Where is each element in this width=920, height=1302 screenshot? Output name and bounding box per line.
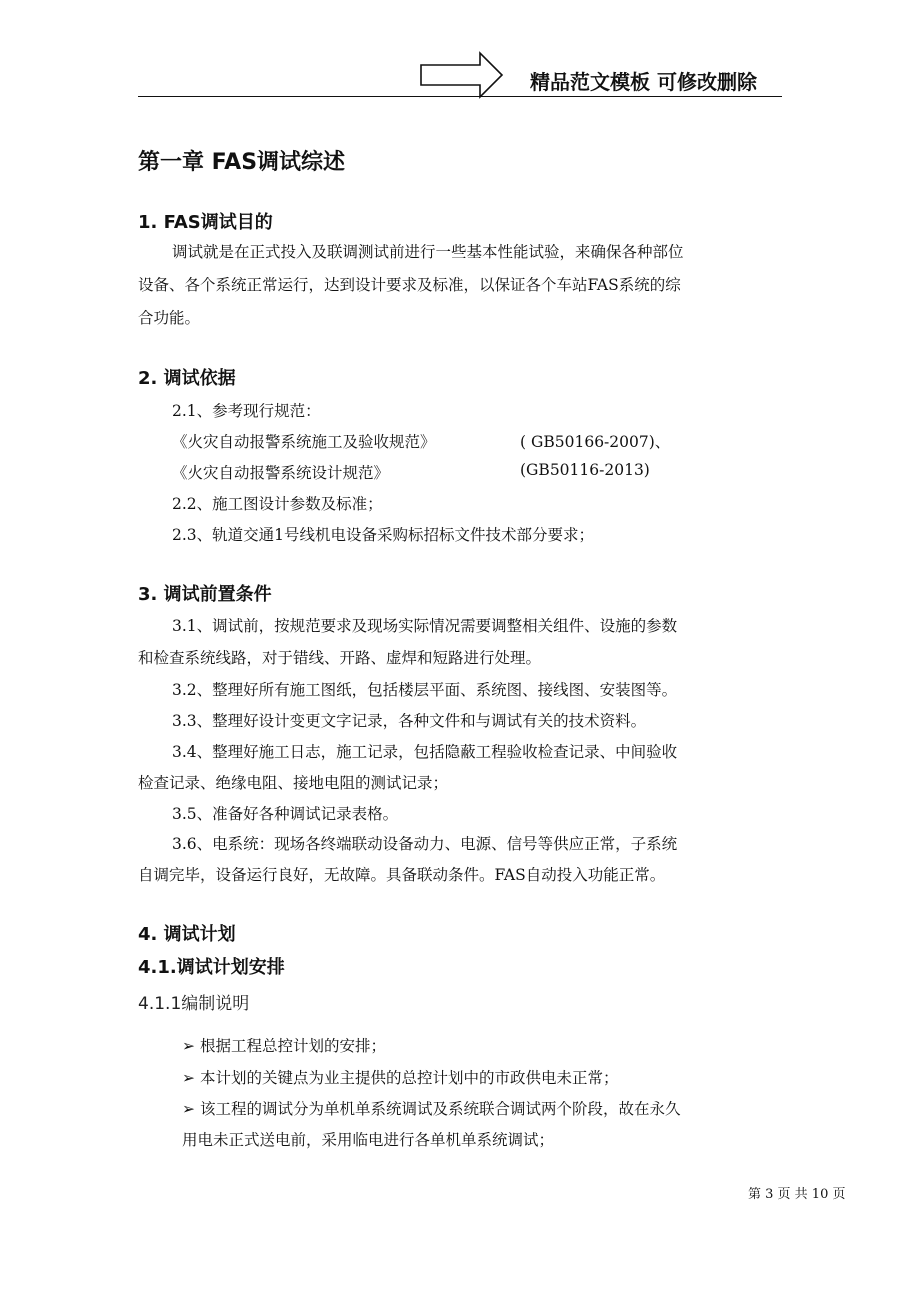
item-2-2: 2.2、施工图设计参数及标准； (172, 495, 383, 513)
arrowhead-bullet-icon: ➢ (182, 1100, 195, 1118)
section-4-1-1-title: 4.1.1编制说明 (138, 994, 250, 1014)
arrowhead-bullet-icon: ➢ (182, 1069, 195, 1087)
arrowhead-bullet-icon: ➢ (182, 1037, 195, 1055)
bullet-item (182, 1066, 618, 1088)
section-1-title: 1. FAS调试目的 (138, 212, 273, 233)
section-3-title: 3. 调试前置条件 (138, 584, 272, 605)
section-4-1-title: 4.1.调试计划安排 (138, 957, 285, 978)
section-2-title: 2. 调试依据 (138, 368, 236, 389)
spec-2-code: (GB50116-2013) (520, 461, 650, 479)
paragraph-line: 3.6、电系统：现场各终端联动设备动力、电源、信号等供应正常，子系统 (172, 835, 678, 853)
paragraph-line: 3.4、整理好施工日志，施工记录，包括隐蔽工程验收检查记录、中间验收 (172, 743, 678, 761)
page-number: 第 3 页 共 10 页 (748, 1187, 846, 1202)
item-2-1: 2.1、参考现行规范： (172, 402, 321, 420)
paragraph-line: 合功能。 (138, 309, 201, 327)
chapter-title: 第一章 FAS调试综述 (138, 150, 346, 175)
spec-1-code: ( GB50166-2007)、 (520, 433, 671, 451)
right-arrow-outline-icon (420, 51, 504, 99)
bullet-text: 根据工程总控计划的安排； (199, 1037, 386, 1055)
header-title: 精品范文模板 可修改删除 (530, 70, 757, 94)
paragraph-line: 3.1、调试前，按规范要求及现场实际情况需要调整相关组件、设施的参数 (172, 617, 678, 635)
bullet-text: 该工程的调试分为单机单系统调试及系统联合调试两个阶段，故在永久 (199, 1100, 681, 1118)
paragraph-line: 检查记录、绝缘电阻、接地电阻的测试记录； (138, 774, 449, 792)
spec-1-name: 《火灾自动报警系统施工及验收规范》 (172, 433, 436, 451)
paragraph-line: 3.2、整理好所有施工图纸，包括楼层平面、系统图、接线图、安装图等。 (172, 681, 678, 699)
paragraph-line: 3.5、准备好各种调试记录表格。 (172, 805, 399, 823)
bullet-continuation: 用电未正式送电前，采用临电进行各单机单系统调试； (182, 1131, 555, 1149)
paragraph-line: 自调完毕，设备运行良好，无故障。具备联动条件。FAS自动投入功能正常。 (138, 866, 666, 884)
paragraph-line: 3.3、整理好设计变更文字记录，各种文件和与调试有关的技术资料。 (172, 712, 647, 730)
header-divider (138, 96, 782, 97)
paragraph-line: 调试就是在正式投入及联调测试前进行一些基本性能试验，来确保各种部位 (172, 243, 684, 261)
item-2-3: 2.3、轨道交通1号线机电设备采购标招标文件技术部分要求； (172, 526, 595, 544)
paragraph-line: 设备、各个系统正常运行，达到设计要求及标准，以保证各个车站FAS系统的综 (138, 276, 681, 294)
spec-2-name: 《火灾自动报警系统设计规范》 (172, 464, 390, 482)
bullet-text: 本计划的关键点为业主提供的总控计划中的市政供电未正常； (199, 1069, 619, 1087)
bullet-item (182, 1097, 680, 1119)
paragraph-line: 和检查系统线路，对于错线、开路、虚焊和短路进行处理。 (138, 649, 542, 667)
bullet-item (182, 1034, 386, 1056)
section-4-title: 4. 调试计划 (138, 924, 236, 945)
